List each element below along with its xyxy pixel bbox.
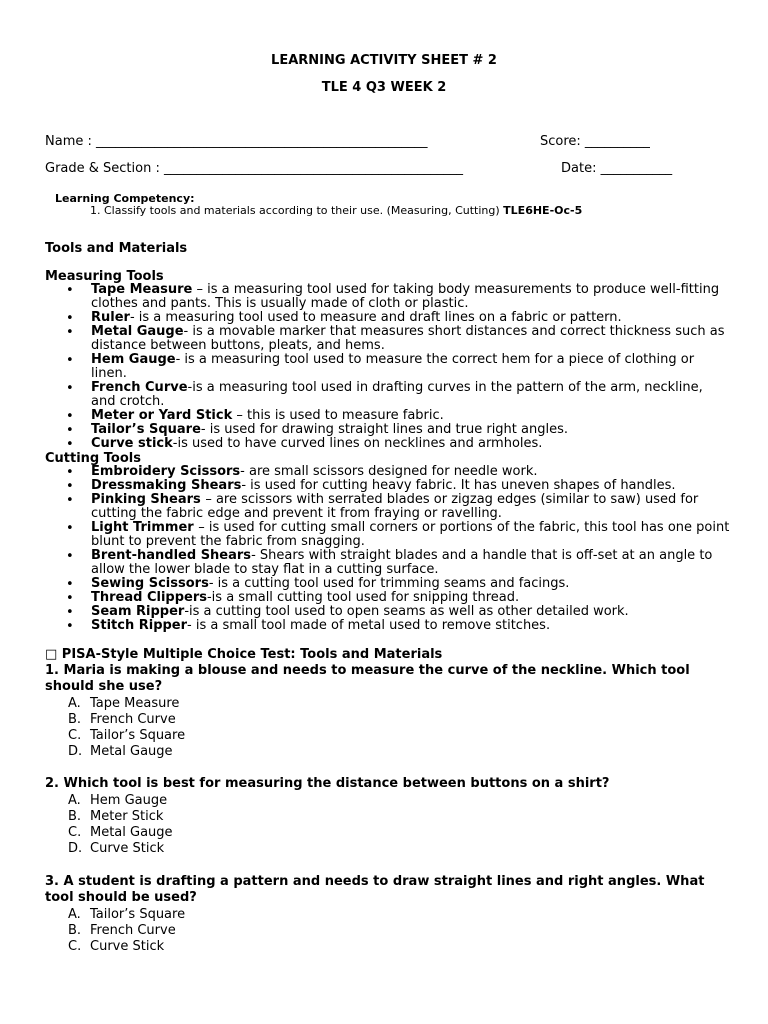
bullet-icon: • [66, 493, 74, 508]
tool-term: Thread Clippers [91, 590, 207, 605]
option-text: French Curve [90, 923, 176, 938]
answer-option[interactable] [68, 809, 163, 824]
tool-term: Pinking Shears [91, 492, 206, 507]
option-text: Metal Gauge [90, 825, 173, 840]
option-text: Hem Gauge [90, 793, 168, 808]
option-letter: D. [68, 744, 83, 759]
tool-item [91, 493, 731, 521]
answer-option[interactable] [68, 728, 185, 743]
question-text: 1. Maria is making a blouse and needs to measure the curve of the neckline. Which tool should she use? [45, 663, 690, 694]
competency-text [90, 204, 582, 217]
bullet-icon: • [66, 549, 74, 564]
tool-description: - is used for drawing straight lines and true right angles. [200, 422, 568, 437]
bullet-icon: • [66, 479, 74, 494]
option-letter: C. [68, 728, 82, 743]
option-letter: B. [68, 712, 82, 727]
tool-description: – is a measuring tool used for taking body measurements to produce well-fitting clothes and pants. This is usually made of cloth or plastic. [91, 282, 720, 311]
tool-item [91, 605, 731, 619]
measuring-tools-heading: Measuring Tools [45, 269, 164, 284]
tool-description: - are small scissors designed for needle work. [240, 464, 538, 479]
tool-description: - Shears with straight blades and a handle that is off-set at an angle to allow the lower blade to stay flat in a cutting surface. [91, 548, 713, 577]
grade-section-field: Grade & Section : ______________________________________________ [45, 161, 463, 176]
tool-description: – this is used to measure fabric. [232, 408, 444, 423]
tool-item [91, 577, 731, 591]
competency-label: Learning Competency: [55, 192, 195, 205]
answer-option[interactable] [68, 744, 173, 759]
answer-option[interactable] [68, 939, 164, 954]
tool-item [91, 325, 731, 353]
tool-item [91, 549, 731, 577]
option-letter: A. [68, 907, 81, 922]
option-letter: A. [68, 793, 81, 808]
tool-term: Hem Gauge [91, 352, 176, 367]
answer-option[interactable] [68, 696, 179, 711]
option-letter: C. [68, 939, 82, 954]
bullet-icon: • [66, 311, 74, 326]
tool-term: Curve stick [91, 436, 173, 451]
bullet-icon: • [66, 577, 74, 592]
tool-term: Sewing Scissors [91, 576, 209, 591]
tool-description: - is a small tool made of metal used to remove stitches. [187, 618, 551, 633]
tool-term: Brent-handled Shears [91, 548, 252, 563]
option-text: French Curve [90, 712, 176, 727]
tool-item [91, 381, 731, 409]
tool-item [91, 437, 731, 451]
option-text: Tape Measure [90, 696, 180, 711]
answer-option[interactable] [68, 907, 185, 922]
option-text: Meter Stick [90, 809, 164, 824]
competency-code: TLE6HE-Oc-5 [503, 204, 583, 217]
tool-term: Seam Ripper [91, 604, 185, 619]
option-text: Metal Gauge [90, 744, 173, 759]
competency-description: 1. Classify tools and materials according to their use. (Measuring, Cutting) [90, 204, 504, 217]
tool-description: - is a movable marker that measures short distances and correct thickness such as distance between buttons, pleats, and hems. [91, 324, 725, 353]
option-text: Tailor’s Square [90, 728, 186, 743]
score-field: Score: __________ [540, 134, 650, 149]
tool-term: French Curve [91, 380, 188, 395]
question-text: 3. A student is drafting a pattern and needs to draw straight lines and right angles. What tool should be used? [45, 874, 705, 905]
tool-description: – is used for cutting small corners or portions of the fabric, this tool has one point blunt to prevent the fabric from snagging. [91, 520, 730, 549]
date-field: Date: ___________ [561, 161, 673, 176]
cutting-tools-heading: Cutting Tools [45, 451, 141, 466]
bullet-icon: • [66, 325, 74, 340]
bullet-icon: • [66, 619, 74, 634]
sheet-title: LEARNING ACTIVITY SHEET # 2 [271, 53, 497, 68]
bullet-icon: • [66, 521, 74, 536]
option-text: Curve Stick [90, 939, 165, 954]
option-letter: B. [68, 923, 82, 938]
answer-option[interactable] [68, 923, 176, 938]
answer-option[interactable] [68, 712, 176, 727]
test-title: □ PISA-Style Multiple Choice Test: Tools and Materials [45, 647, 443, 662]
tool-term: Embroidery Scissors [91, 464, 241, 479]
answer-option[interactable] [68, 793, 167, 808]
tool-item [91, 465, 731, 479]
tool-term: Light Trimmer [91, 520, 199, 535]
option-letter: C. [68, 825, 82, 840]
bullet-icon: • [66, 381, 74, 396]
sheet-subtitle: TLE 4 Q3 WEEK 2 [321, 80, 447, 95]
tool-item [91, 521, 731, 549]
option-letter: D. [68, 841, 83, 856]
answer-option[interactable] [68, 825, 173, 840]
tool-item [91, 423, 731, 437]
bullet-icon: • [66, 283, 74, 298]
tool-term: Meter or Yard Stick [91, 408, 233, 423]
tool-term: Metal Gauge [91, 324, 184, 339]
tool-description: – are scissors with serrated blades or zigzag edges (similar to saw) used for cutting the fabric edge and prevent it from fraying or ravelling. [91, 492, 699, 521]
tool-item [91, 479, 731, 493]
question-text: 2. Which tool is best for measuring the distance between buttons on a shirt? [45, 776, 610, 791]
name-field: Name : ___________________________________________________ [45, 134, 428, 149]
tool-item [91, 591, 731, 605]
tool-term: Tailor’s Square [91, 422, 201, 437]
tool-term: Tape Measure [91, 282, 193, 297]
bullet-icon: • [66, 465, 74, 480]
tool-item [91, 353, 731, 381]
tool-description: - is used for cutting heavy fabric. It has uneven shapes of handles. [241, 478, 676, 493]
bullet-icon: • [66, 423, 74, 438]
bullet-icon: • [66, 409, 74, 424]
tool-item [91, 283, 731, 311]
tool-description: - is a measuring tool used to measure and draft lines on a fabric or pattern. [129, 310, 622, 325]
tool-description: - is a cutting tool used for trimming seams and facings. [208, 576, 570, 591]
tool-description: -is a cutting tool used to open seams as well as other detailed work. [184, 604, 629, 619]
tool-description: - is a measuring tool used to measure the correct hem for a piece of clothing or linen. [91, 352, 695, 381]
bullet-icon: • [66, 437, 74, 452]
tool-term: Ruler [91, 310, 130, 325]
tool-term: Stitch Ripper [91, 618, 188, 633]
tool-item [91, 311, 731, 325]
bullet-icon: • [66, 591, 74, 606]
option-text: Curve Stick [90, 841, 165, 856]
tool-description: -is a measuring tool used in drafting curves in the pattern of the arm, neckline, and crotch. [91, 380, 703, 409]
bullet-icon: • [66, 353, 74, 368]
section-title: Tools and Materials [45, 241, 188, 256]
option-letter: A. [68, 696, 81, 711]
tool-item [91, 409, 731, 423]
tool-item [91, 619, 731, 633]
answer-option[interactable] [68, 841, 164, 856]
option-letter: B. [68, 809, 82, 824]
bullet-icon: • [66, 605, 74, 620]
tool-description: -is used to have curved lines on necklines and armholes. [172, 436, 543, 451]
tool-description: -is a small cutting tool used for snipping thread. [206, 590, 520, 605]
tool-term: Dressmaking Shears [91, 478, 242, 493]
option-text: Tailor’s Square [90, 907, 186, 922]
